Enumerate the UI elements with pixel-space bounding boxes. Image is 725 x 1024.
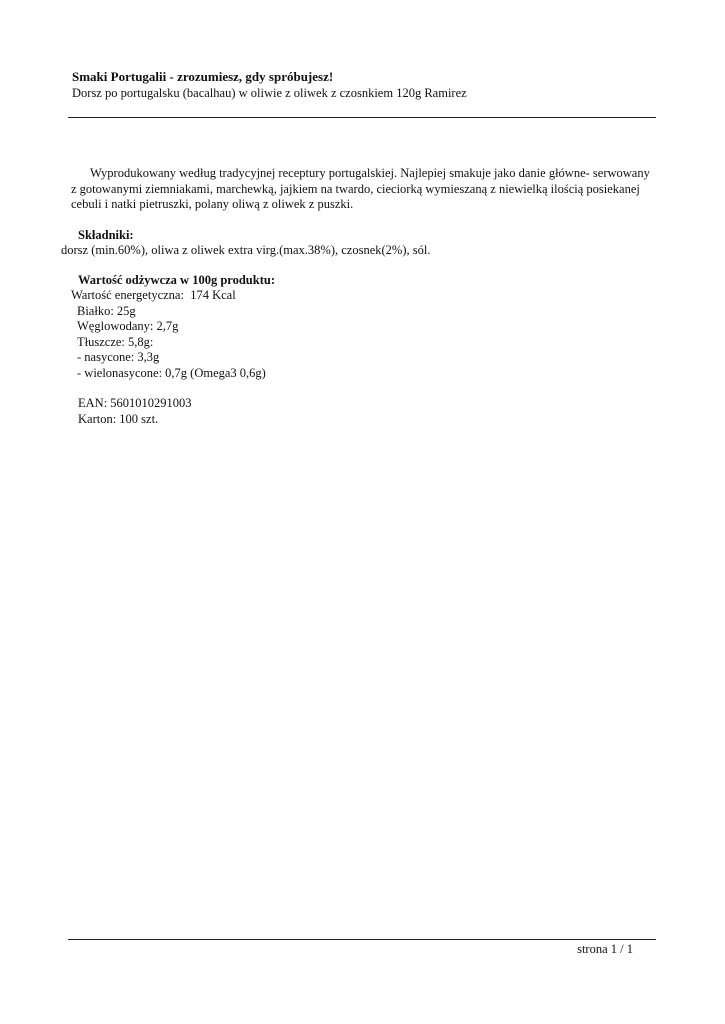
nutrition-protein: Białko: 25g <box>77 303 136 318</box>
document-title: Smaki Portugalii - zrozumiesz, gdy spróbujesz! <box>72 69 334 84</box>
nutrition-heading: Wartość odżywcza w 100g produktu: <box>78 272 275 287</box>
product-info <box>78 396 657 427</box>
document-header <box>72 69 662 101</box>
product-description: Wyprodukowany według tradycyjnej receptury portugalskiej. Najlepiej smakuje jako danie główne- serwowany z gotowanymi ziemniakami, marchewką, jajkiem na twardo, cieciorką wymieszaną z niewielką ilością posiekanej cebuli i natki pietruszki, polany oliwą z oliwek z puszki. <box>71 166 650 211</box>
ingredients-heading: Składniki: <box>78 227 134 242</box>
document-body <box>61 166 657 427</box>
nutrition-fat: Tłuszcze: 5,8g: <box>77 334 154 349</box>
footer-divider <box>68 939 656 940</box>
nutrition-list <box>72 288 657 381</box>
header-divider <box>68 117 656 118</box>
nutrition-energy: Wartość energetyczna: 174 Kcal <box>71 288 236 302</box>
ean-code: EAN: 5601010291003 <box>78 396 192 410</box>
nutrition-saturated-fat: - nasycone: 3,3g <box>77 350 160 364</box>
carton-quantity: Karton: 100 szt. <box>78 411 159 426</box>
nutrition-polyunsaturated-fat: - wielonasycone: 0,7g (Omega3 0,6g) <box>77 365 266 380</box>
page-number: strona 1 / 1 <box>577 942 633 956</box>
product-name: Dorsz po portugalsku (bacalhau) w oliwie z oliwek z czosnkiem 120g Ramirez <box>72 86 467 100</box>
ingredients-text: dorsz (min.60%), oliwa z oliwek extra virg.(max.38%), czosnek(2%), sól. <box>61 243 431 257</box>
nutrition-carbohydrates: Węglowodany: 2,7g <box>77 319 179 333</box>
